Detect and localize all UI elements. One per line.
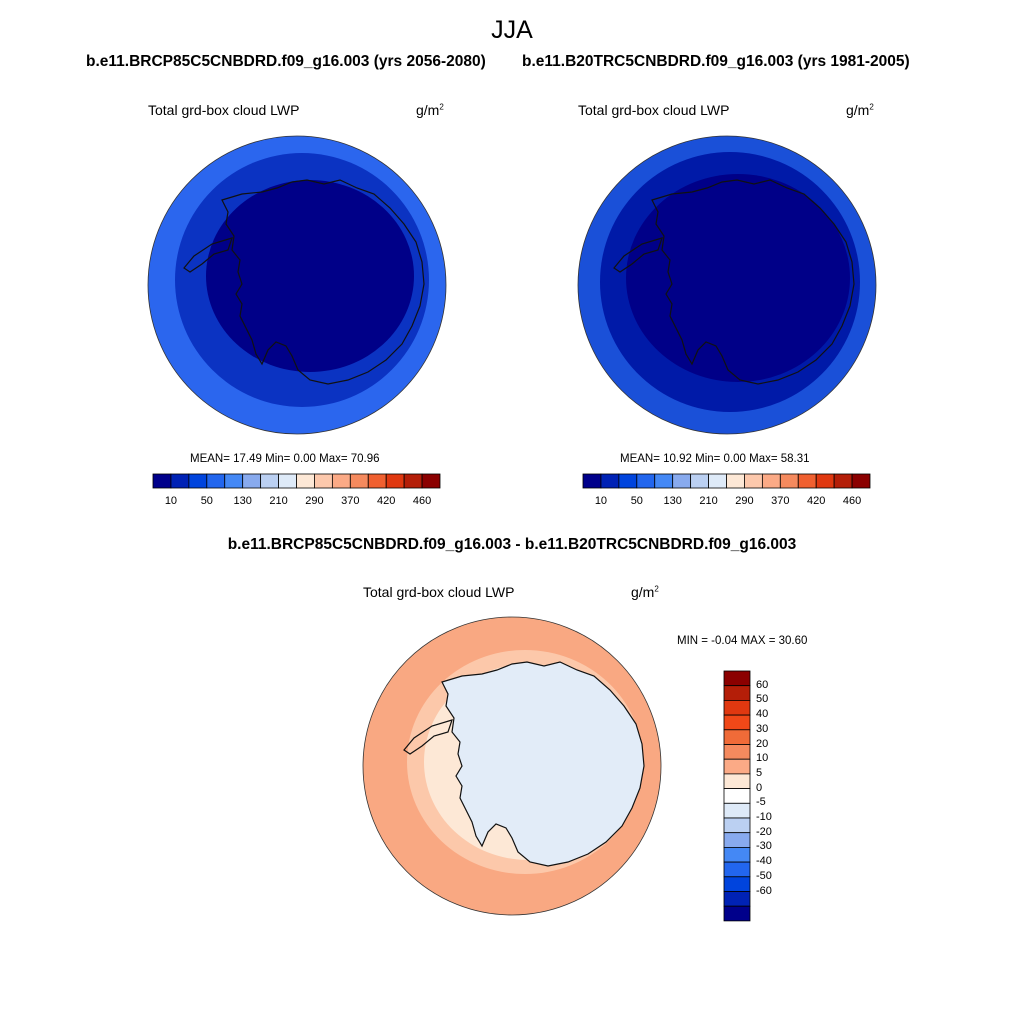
panel-1-polar-map [148,136,446,434]
colorbar-swatch [798,474,816,488]
colorbar-tick-label: 370 [771,495,790,507]
colorbar-swatch [171,474,189,488]
colorbar-tick-label: 50 [630,495,643,507]
colorbar-swatch [780,474,798,488]
colorbar-swatch [225,474,243,488]
colorbar-tick-label: 130 [663,495,682,507]
colorbar-swatch [724,745,750,760]
colorbar-swatch [724,789,750,804]
colorbar-swatch [386,474,404,488]
colorbar-swatch [834,474,852,488]
panel-2-units-label: $g/m^2$ [846,102,874,118]
colorbar-swatch [350,474,368,488]
panel-2-run-title: b.e11.B20TRC5CNBDRD.f09_g16.003 (yrs 1981-2005) [522,53,910,70]
colorbar-swatch [207,474,225,488]
difference-title: b.e11.BRCP85C5CNBDRD.f09_g16.003 - b.e11.B20TRC5CNBDRD.f09_g16.003 [227,536,797,553]
colorbar-swatch [724,833,750,848]
panel-1-run-title: b.e11.BRCP85C5CNBDRD.f09_g16.003 (yrs 2056-2080) [86,53,486,70]
panel-2-variable-label: Total grd-box cloud LWP [578,102,730,118]
difference-polar-map [363,617,661,915]
colorbar-tick-label: 210 [699,495,718,507]
colorbar-swatch [709,474,727,488]
colorbar-tick-label: -60 [756,884,772,897]
colorbar-swatch [153,474,171,488]
colorbar-tick-label: 40 [756,708,769,721]
colorbar-tick-label: 420 [807,495,826,507]
panel-1-colorbar [153,474,440,488]
colorbar-tick-label: 20 [756,737,769,750]
colorbar-tick-label: -20 [756,825,772,838]
colorbar-swatch [724,686,750,701]
colorbar-tick-label: 30 [756,722,769,735]
colorbar-tick-label: 5 [756,766,763,779]
colorbar-swatch [297,474,315,488]
colorbar-swatch [314,474,332,488]
colorbar-swatch [762,474,780,488]
panel-2-polar-map [578,136,876,434]
colorbar-tick-label: -40 [756,855,772,868]
colorbar-swatch [673,474,691,488]
colorbar-swatch [724,700,750,715]
colorbar-swatch [422,474,440,488]
colorbar-swatch [852,474,870,488]
colorbar-tick-label: -30 [756,840,772,853]
difference-stats: MIN = -0.04 MAX = 30.60 [677,635,808,647]
colorbar-tick-label: 370 [341,495,360,507]
colorbar-swatch [816,474,834,488]
colorbar-tick-label: 290 [735,495,754,507]
colorbar-swatch [279,474,297,488]
colorbar-swatch [724,847,750,862]
colorbar-swatch [332,474,350,488]
colorbar-swatch [724,803,750,818]
colorbar-swatch [655,474,673,488]
colorbar-swatch [724,730,750,745]
colorbar-tick-label: 50 [756,693,769,706]
colorbar-swatch [583,474,601,488]
colorbar-swatch [724,715,750,730]
colorbar-tick-label: 0 [756,781,763,794]
colorbar-tick-label: 10 [594,495,608,507]
colorbar-tick-label: 420 [377,495,396,507]
panel-1-stats: MEAN= 17.49 Min= 0.00 Max= 70.96 [190,453,380,465]
panel-2-colorbar-ticks [0,495,1024,511]
colorbar-swatch [724,818,750,833]
colorbar-tick-label: 60 [756,678,769,691]
colorbar-tick-label: 460 [842,495,862,507]
panel-2-stats: MEAN= 10.92 Min= 0.00 Max= 58.31 [620,453,810,465]
figure-title: JJA [491,16,533,44]
colorbar-swatch [601,474,619,488]
colorbar-swatch [724,759,750,774]
colorbar-swatch [261,474,279,488]
difference-variable-label: Total grd-box cloud LWP [363,584,515,600]
colorbar-swatch [724,774,750,789]
colorbar-swatch [368,474,386,488]
difference-colorbar [724,671,750,921]
panel-2-colorbar [583,474,870,488]
colorbar-swatch [691,474,709,488]
panel-1-units-label: $g/m^2$ [416,102,444,118]
colorbar-swatch [404,474,422,488]
colorbar-tick-label: 10 [164,495,178,507]
colorbar-tick-label: -10 [756,811,772,823]
colorbar-tick-label: 460 [412,495,432,507]
colorbar-swatch [724,906,750,921]
colorbar-tick-label: 210 [269,495,288,507]
colorbar-swatch [637,474,655,488]
colorbar-tick-label: 10 [756,752,769,765]
colorbar-swatch [243,474,261,488]
colorbar-tick-label: 290 [305,495,324,507]
colorbar-swatch [724,892,750,907]
difference-units-label: $g/m^2$ [631,584,659,600]
colorbar-tick-label: 50 [200,495,213,507]
colorbar-swatch [619,474,637,488]
colorbar-swatch [189,474,207,488]
colorbar-tick-label: -5 [756,796,766,809]
colorbar-swatch [724,671,750,686]
colorbar-tick-label: 130 [233,495,252,507]
colorbar-swatch [727,474,745,488]
colorbar-swatch [724,862,750,877]
panel-1-variable-label: Total grd-box cloud LWP [148,102,300,118]
colorbar-swatch [724,877,750,892]
colorbar-tick-label: -50 [756,869,772,882]
map-inner-band [206,180,414,372]
colorbar-swatch [744,474,762,488]
